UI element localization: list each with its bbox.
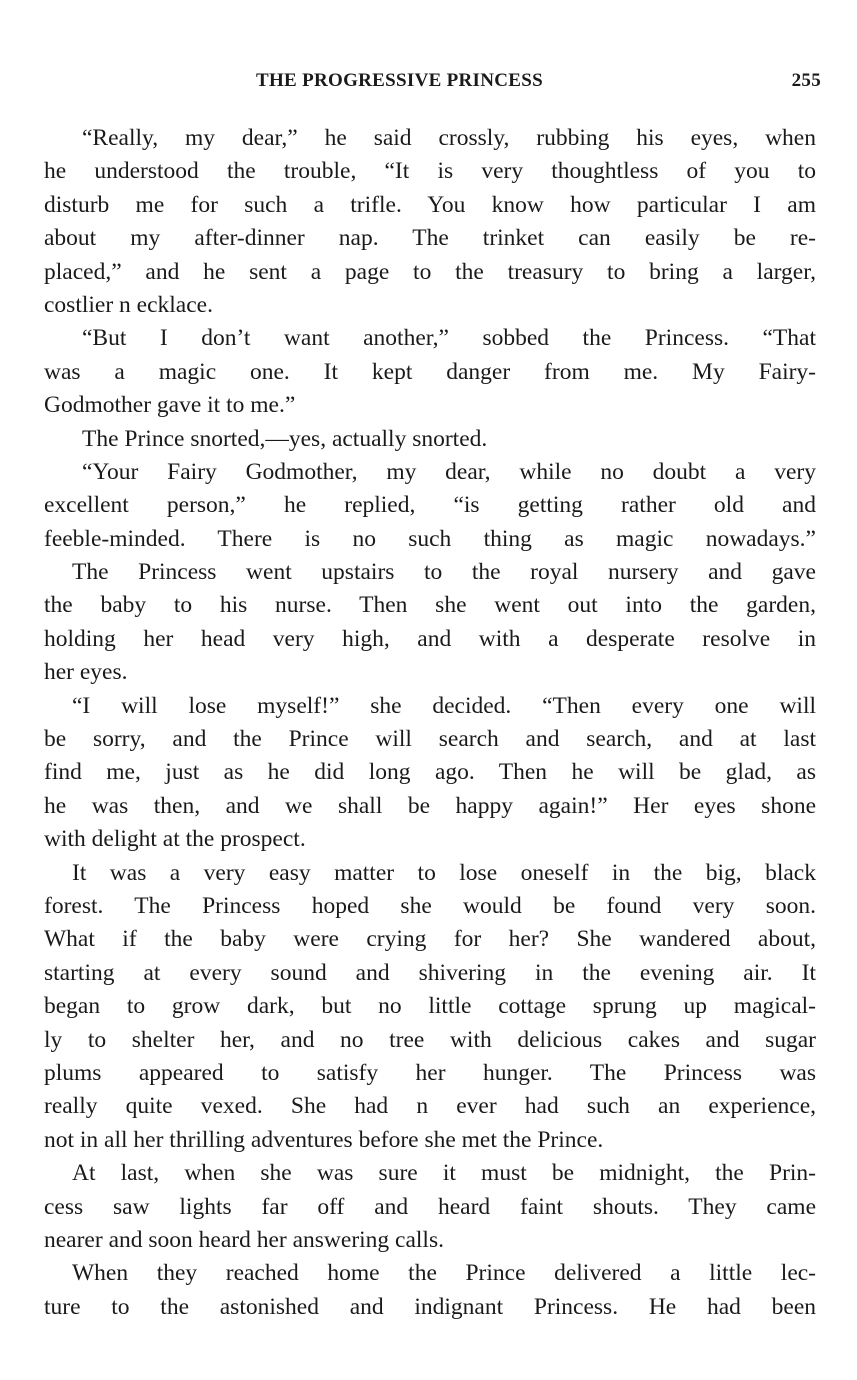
text-line: It was a very easy matter to lose oneself in the big, black (72, 859, 816, 886)
text-line: At last, when she was sure it must be midnight, the Prin- (72, 1160, 816, 1187)
text-line: “I will lose myself!” she decided. “Then every one will (72, 692, 816, 719)
text-line: plums appeared to satisfy her hunger. The Princess was (44, 1059, 816, 1086)
page-number: 255 (791, 70, 821, 91)
text-line: When they reached home the Prince delivered a little lec- (72, 1260, 816, 1287)
text-line: began to grow dark, but no little cottage sprung up magical- (44, 993, 816, 1020)
text-line: Godmother gave it to me.” (44, 392, 296, 419)
text-line: The Princess went upstairs to the royal nursery and gave (72, 559, 816, 586)
text-line: The Prince snorted,—yes, actually snorted. (82, 425, 488, 452)
text-line: holding her head very high, and with a desperate resolve in (44, 625, 816, 652)
text-line: “But I don’t want another,” sobbed the Princess. “That (82, 325, 816, 352)
text-line: feeble-minded. There is no such thing as magic nowadays.” (44, 525, 816, 552)
body-text (44, 122, 816, 1324)
text-line: he understood the trouble, “It is very thoughtless of you to (44, 158, 816, 185)
text-line: he was then, and we shall be happy again!” Her eyes shone (44, 792, 816, 819)
text-line: starting at every sound and shivering in the evening air. It (44, 959, 816, 986)
text-line: disturb me for such a trifle. You know how particular I am (44, 191, 816, 218)
text-line: not in all her thrilling adventures before she met the Prince. (44, 1126, 604, 1153)
text-line: with delight at the prospect. (44, 826, 306, 853)
text-line: find me, just as he did long ago. Then he will be glad, as (44, 759, 816, 786)
text-line: ture to the astonished and indignant Princess. He had been (44, 1293, 816, 1320)
text-line: really quite vexed. She had n ever had such an experience, (44, 1093, 816, 1120)
text-line: “Really, my dear,” he said crossly, rubbing his eyes, when (82, 125, 816, 151)
running-head (0, 70, 857, 100)
text-line: forest. The Princess hoped she would be found very soon. (44, 892, 816, 919)
text-line: was a magic one. It kept danger from me. My Fairy- (44, 358, 816, 385)
text-line: costlier n ecklace. (44, 291, 213, 318)
text-line: “Your Fairy Godmother, my dear, while no doubt a very (82, 458, 816, 485)
text-line: ly to shelter her, and no tree with delicious cakes and sugar (44, 1026, 816, 1053)
text-line: cess saw lights far off and heard faint shouts. They came (44, 1193, 816, 1220)
text-line: placed,” and he sent a page to the treasury to bring a larger, (44, 258, 816, 285)
text-line: excellent person,” he replied, “is getting rather old and (44, 492, 816, 519)
text-line: the baby to his nurse. Then she went out into the garden, (44, 592, 816, 619)
text-line: her eyes. (44, 659, 128, 686)
text-line: be sorry, and the Prince will search and search, and at last (44, 726, 816, 753)
text-line: about my after-dinner nap. The trinket can easily be re- (44, 225, 816, 252)
text-line: nearer and soon heard her answering calls. (44, 1226, 444, 1253)
text-line: What if the baby were crying for her? She wandered about, (44, 926, 816, 953)
running-title: THE PROGRESSIVE PRINCESS (256, 70, 543, 91)
